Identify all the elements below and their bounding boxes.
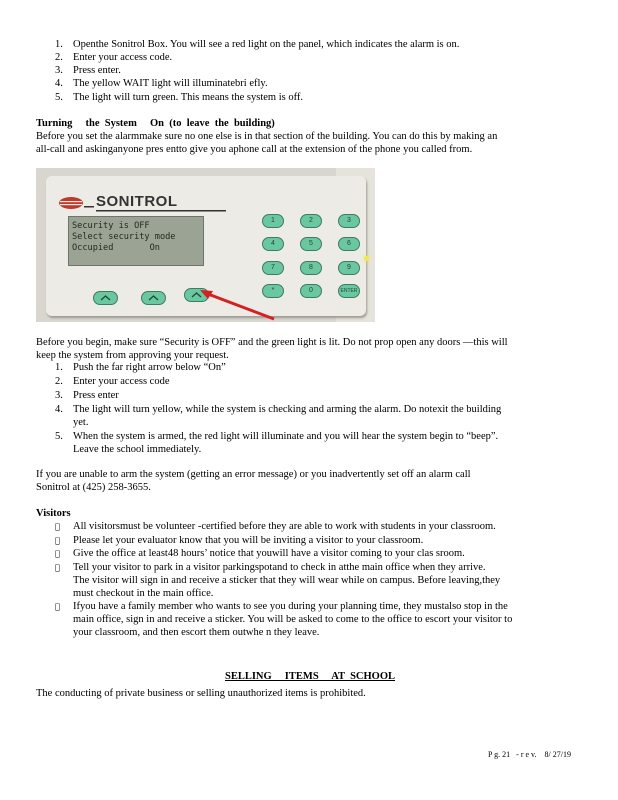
section-heading-turning-on: Turning the System On (to leave the building) bbox=[36, 118, 275, 129]
unable-line: Sonitrol at (425) 258-3655. bbox=[36, 482, 151, 493]
sonitrol-logo-icon bbox=[58, 196, 94, 210]
unable-line: If you are unable to arm the system (getting an error message) or you inadvertently set off an alarm call bbox=[36, 469, 471, 480]
selling-text: The conducting of private business or selling unauthorized items is prohibited. bbox=[36, 688, 366, 699]
keypad-key[interactable]: 8 bbox=[300, 261, 322, 275]
keypad-key[interactable]: 4 bbox=[262, 237, 284, 251]
lcd-line: Occupied On bbox=[72, 243, 160, 253]
keypad-key[interactable]: 3 bbox=[338, 214, 360, 228]
intro-line: Before you set the alarmmake sure no one else is in that section of the building. You can do this by making an bbox=[36, 131, 498, 142]
chevron-up-icon bbox=[142, 292, 165, 304]
lcd-display bbox=[68, 216, 204, 266]
keypad-key[interactable]: * bbox=[262, 284, 284, 298]
keypad-key[interactable]: 6 bbox=[338, 237, 360, 251]
section-heading-visitors: Visitors bbox=[36, 508, 71, 519]
chevron-up-icon bbox=[94, 292, 117, 304]
before-begin-line: keep the system from approving your request. bbox=[36, 350, 229, 361]
intro-line: all-call and askinganyone pres entto give you aphone call at the extension of the phone you called from. bbox=[36, 144, 473, 155]
keypad-key[interactable]: 2 bbox=[300, 214, 322, 228]
red-arrow-icon bbox=[196, 286, 276, 322]
keypad-key[interactable]: 1 bbox=[262, 214, 284, 228]
before-begin-line: Before you begin, make sure “Security is OFF” and the green light is lit. Do not prop open any doors —this will bbox=[36, 337, 508, 348]
section-heading-selling: SELLING ITEMS AT SCHOOL bbox=[225, 671, 395, 682]
arrow-key-left[interactable] bbox=[93, 291, 118, 305]
brand-label: SONITROL bbox=[96, 193, 178, 210]
lcd-line: Select security mode bbox=[72, 232, 176, 242]
status-led bbox=[364, 256, 369, 261]
keypad-key[interactable]: 5 bbox=[300, 237, 322, 251]
keypad-key[interactable]: 9 bbox=[338, 261, 360, 275]
keypad-key[interactable]: 7 bbox=[262, 261, 284, 275]
keypad-key[interactable]: 0 bbox=[300, 284, 322, 298]
page-footer: P g. 21 - r e v. 8/ 27/19 bbox=[488, 750, 571, 759]
brand-underline-icon bbox=[96, 210, 226, 213]
arrow-key-middle[interactable] bbox=[141, 291, 166, 305]
enter-key[interactable]: ENTER bbox=[338, 284, 360, 298]
keypad-photo bbox=[36, 168, 375, 322]
lcd-line: Security is OFF bbox=[72, 221, 150, 231]
